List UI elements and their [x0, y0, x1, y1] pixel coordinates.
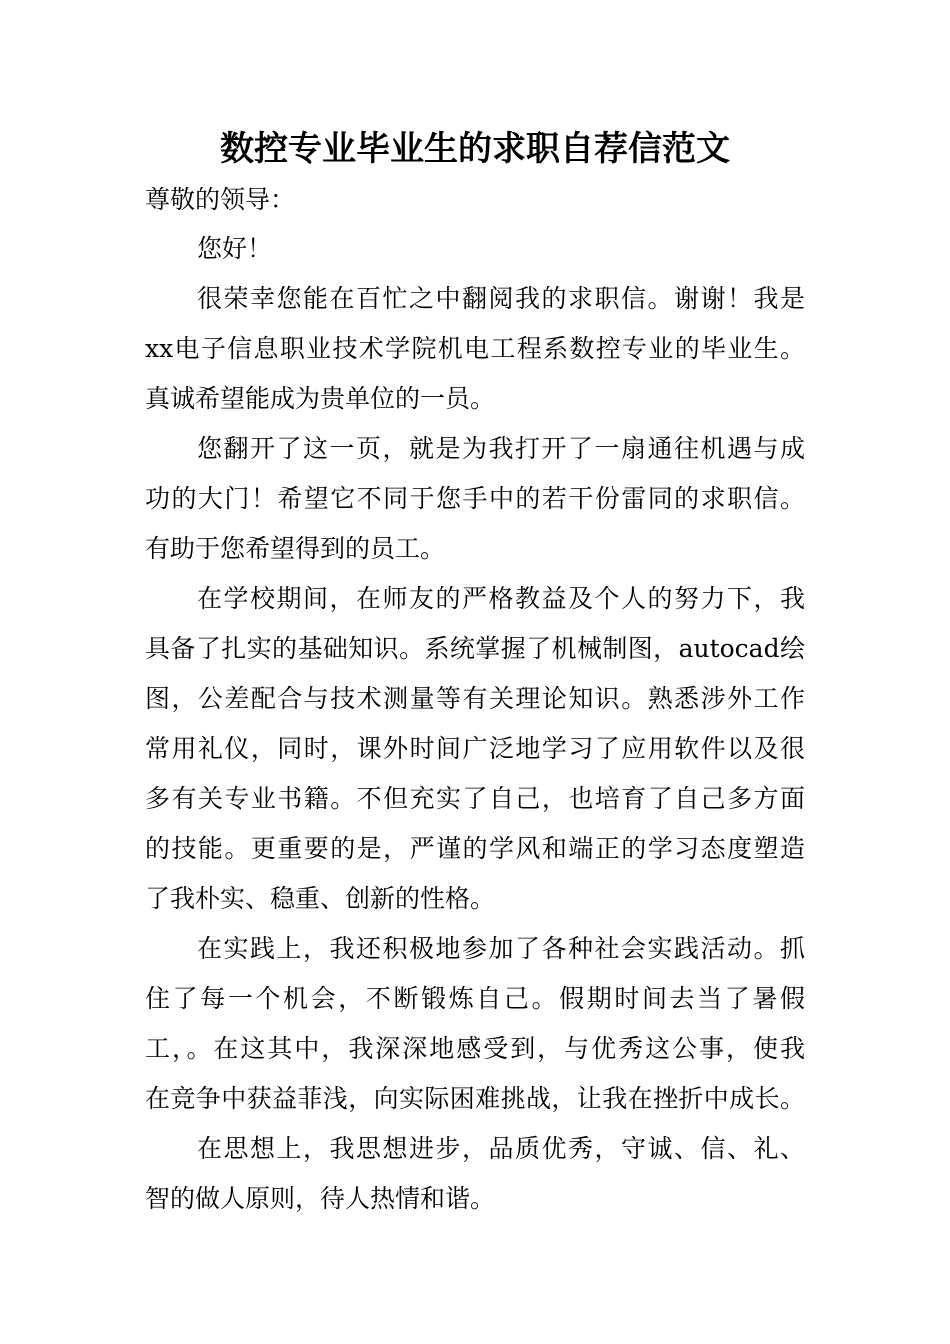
paragraph-line: 工，。在这其中，我深深地感受到，与优秀这公事，使我	[145, 1034, 805, 1063]
paragraph-line: 在竞争中获益菲浅，向实际困难挑战，让我在挫折中成长。	[145, 1084, 805, 1113]
paragraph-line: 很荣幸您能在百忙之中翻阅我的求职信。谢谢！我是	[197, 284, 805, 313]
paragraph-line: 常用礼仪，同时，课外时间广泛地学习了应用软件以及很	[145, 734, 805, 763]
paragraph-line: 在实践上，我还积极地参加了各种社会实践活动。抓	[197, 934, 805, 963]
paragraph-line: 了我朴实、稳重、创新的性格。	[145, 884, 496, 913]
paragraph-line: 真诚希望能成为贵单位的一员。	[145, 384, 496, 413]
paragraph-line: 在思想上，我思想进步，品质优秀，守诚、信、礼、	[197, 1134, 805, 1163]
paragraph-line: 的技能。更重要的是，严谨的学风和端正的学习态度塑造	[145, 834, 805, 863]
paragraph-line: 有助于您希望得到的员工。	[145, 534, 446, 563]
paragraph-line: 智的做人原则，待人热情和谐。	[145, 1184, 496, 1213]
paragraph-line: 图，公差配合与技术测量等有关理论知识。熟悉涉外工作	[145, 684, 805, 713]
salutation: 尊敬的领导：	[145, 185, 296, 214]
paragraph-line: 在学校期间，在师友的严格教益及个人的努力下，我	[197, 584, 805, 613]
paragraph-line: 您翻开了这一页，就是为我打开了一扇通往机遇与成	[197, 434, 805, 463]
paragraph-line: 多有关专业书籍。不但充实了自己，也培育了自己多方面	[145, 784, 805, 813]
paragraph-line: 功的大门！希望它不同于您手中的若干份雷同的求职信。	[145, 484, 805, 513]
document-title: 数控专业毕业生的求职自荐信范文	[220, 129, 730, 169]
paragraph-line: 住了每一个机会，不断锻炼自己。假期时间去当了暑假	[145, 984, 805, 1013]
paragraph-line: 具备了扎实的基础知识。系统掌握了机械制图，autocad绘	[145, 634, 805, 663]
greeting: 您好！	[197, 234, 273, 263]
paragraph-line: xx电子信息职业技术学院机电工程系数控专业的毕业生。	[145, 334, 805, 363]
